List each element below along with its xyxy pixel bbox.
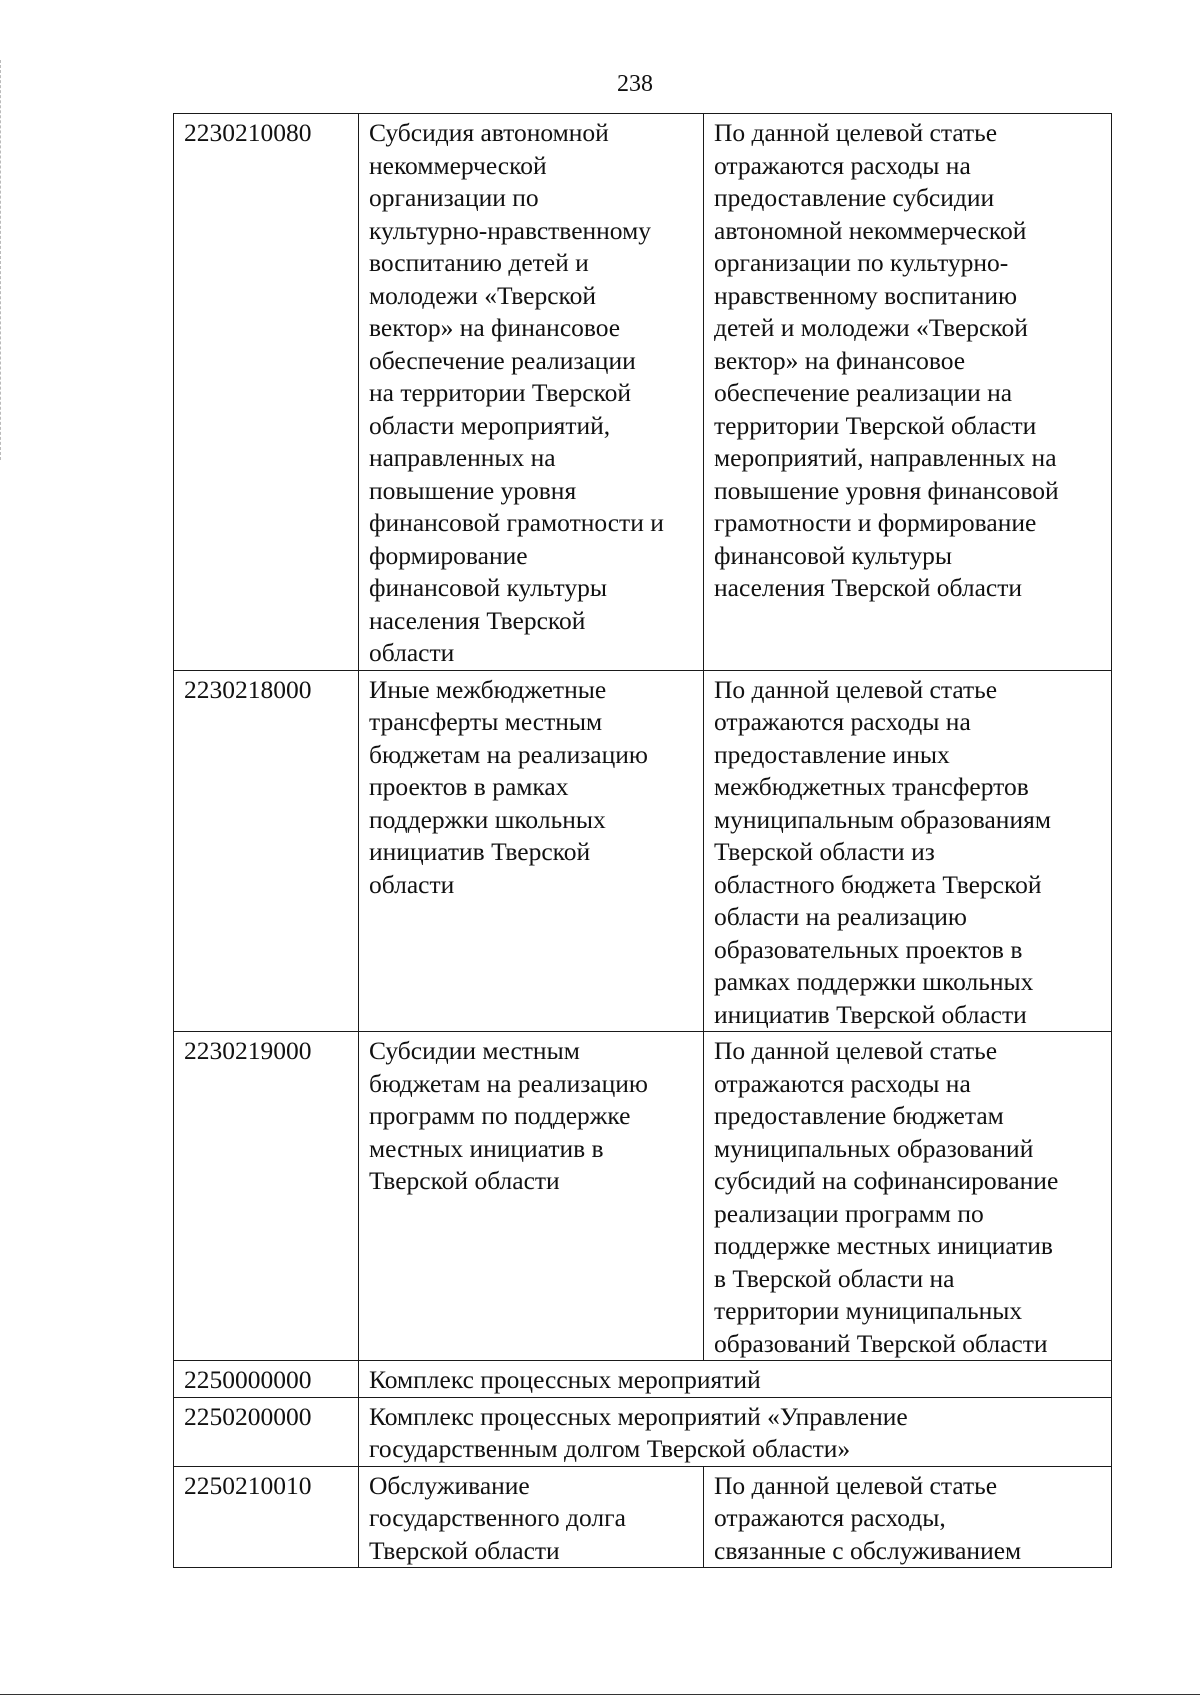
row-name: Иные межбюджетные трансферты местным бюджетам на реализацию проектов в рамках поддержки школьных инициатив Тверской области (369, 674, 648, 899)
scan-bottom-edge (0, 1694, 1200, 1695)
row-name: Обслуживание государственного долга Тверской области (369, 1470, 626, 1565)
table-row (174, 1466, 1112, 1568)
description-cell (704, 1032, 1112, 1361)
name-cell (359, 1466, 704, 1568)
table-row (174, 670, 1112, 1032)
row-description: По данной целевой статье отражаются расходы на предоставление субсидии автономной некоммерческой организации по культурно- нравственному воспитанию детей и молодежи «Тверской вектор» на финансовое обеспечение реализации на территории Тверской области мероприятий, направленных на повышение уровня финансовой грамотности и формирование финансовой культуры населения Тверской области (714, 118, 1059, 602)
row-name: Субсидия автономной некоммерческой организации по культурно-нравственному воспитанию детей и молодежи «Тверской вектор» на финансовое обеспечение реализации на территории Тверской области мероприятий, направленных на повышение уровня финансовой грамотности и формирование финансовой культуры населения Тверской области (369, 118, 664, 667)
row-code: 2230210080 (184, 118, 312, 147)
row-description: По данной целевой статье отражаются расходы на предоставление иных межбюджетных трансфертов муниципальным образованиям Тверской области из областного бюджета Тверской области на реализацию образовательных проектов в рамках поддержки школьных инициатив Тверской области (714, 674, 1051, 1029)
row-code: 2250000000 (184, 1365, 312, 1394)
name-cell (359, 670, 704, 1032)
table-row (174, 1397, 1112, 1466)
code-cell (174, 1361, 359, 1398)
row-name: Комплекс процессных мероприятий (369, 1365, 761, 1394)
row-code: 2230218000 (184, 674, 312, 704)
description-cell (704, 114, 1112, 671)
name-cell (359, 1032, 704, 1361)
name-cell (359, 114, 704, 671)
row-code: 2250210010 (184, 1470, 312, 1500)
code-cell (174, 1032, 359, 1361)
row-code: 2230219000 (184, 1036, 312, 1065)
row-description: По данной целевой статье отражаются расходы на предоставление бюджетам муниципальных образований субсидий на софинансирование реализации программ по поддержке местных инициатив в Тверской области на территории муниципальных образований Тверской области (714, 1036, 1059, 1358)
code-cell (174, 114, 359, 671)
description-cell (704, 670, 1112, 1032)
code-cell (174, 1397, 359, 1466)
table-row (174, 1032, 1112, 1361)
row-name: Комплекс процессных мероприятий «Управление государственным долгом Тверской области» (369, 1401, 908, 1463)
code-cell (174, 1466, 359, 1568)
code-cell (174, 670, 359, 1032)
row-description: По данной целевой статье отражаются расходы, связанные с обслуживанием (714, 1470, 1022, 1565)
row-name: Субсидии местным бюджетам на реализацию программ по поддержке местных инициатив в Тверской области (369, 1036, 648, 1195)
name-cell-merged (359, 1361, 1112, 1398)
table-row (174, 114, 1112, 671)
table-row (174, 1361, 1112, 1398)
description-cell (704, 1466, 1112, 1568)
scan-edge-marks (0, 60, 4, 460)
row-code: 2250200000 (184, 1401, 312, 1431)
name-cell-merged (359, 1397, 1112, 1466)
budget-table (173, 113, 1112, 1568)
page-number: 238 (617, 71, 653, 97)
